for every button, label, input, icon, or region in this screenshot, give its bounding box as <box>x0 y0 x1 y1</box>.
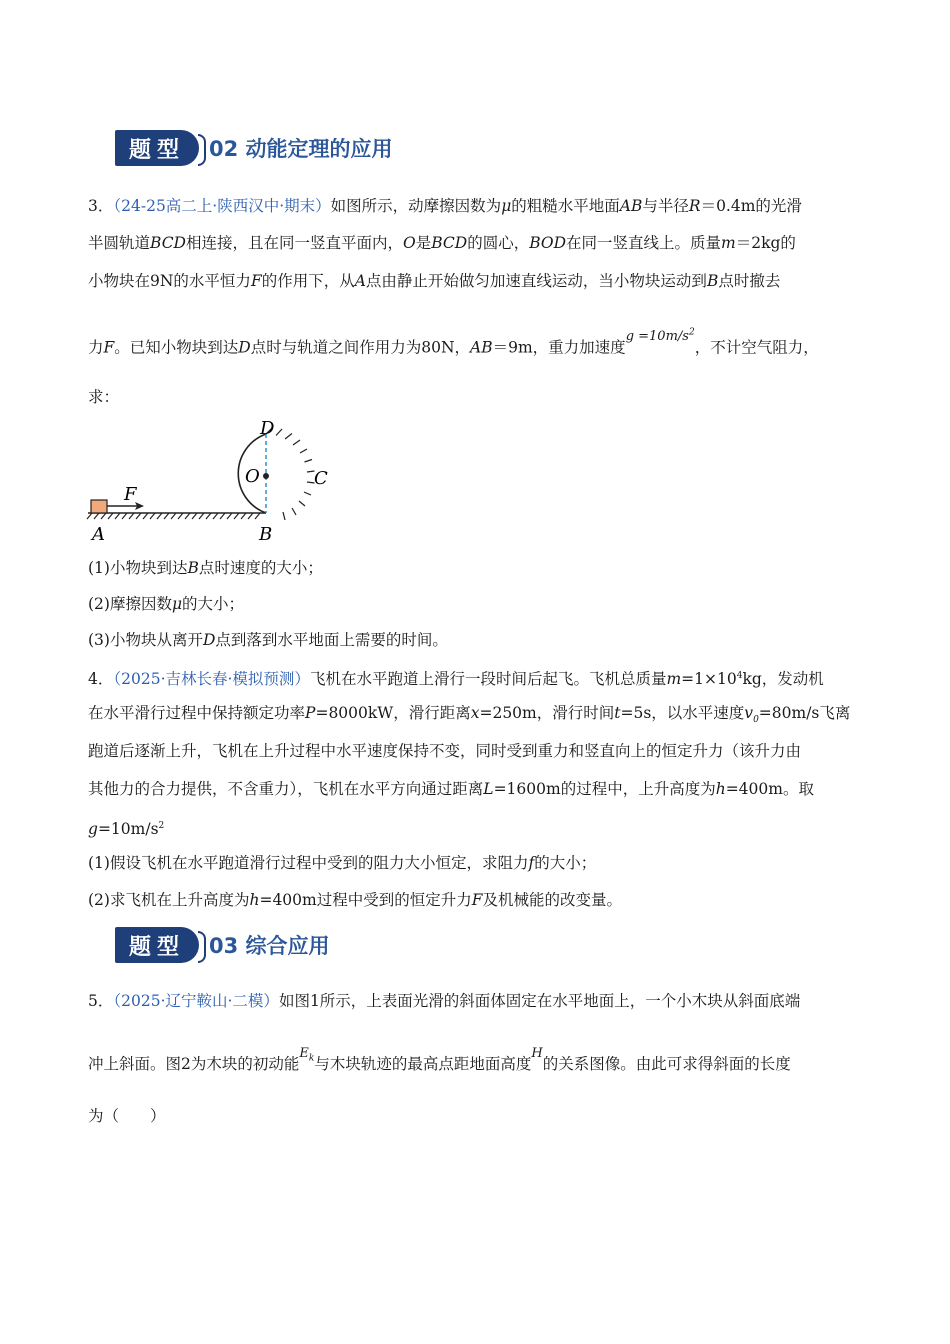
section-header-03 <box>115 926 330 964</box>
q4-line-1: 4．（2025·吉林长春·模拟预测）飞机在水平跑道上滑行一段时间后起飞。飞机总质量$m=1\times 10^4kg$，发动机 <box>88 670 824 689</box>
q4-line-5: $g=10m/s^2$ <box>88 820 165 839</box>
gravity-formula: g =10m/s2 <box>625 328 695 345</box>
q4-line-2: 在水平滑行过程中保持额定功率P=8000kW，滑行距离x=250m，滑行时间t=5s，以水平速度$v_0=80m/s$飞离 <box>88 704 851 726</box>
question-source[interactable]: （2025·吉林长春·模拟预测） <box>113 670 310 689</box>
label-B: B <box>259 524 273 545</box>
q4-subquestion-1: (1)假设飞机在水平跑道滑行过程中受到的阻力大小恒定，求阻力f的大小； <box>88 854 597 872</box>
question-source[interactable]: （24-25高二上·陕西汉中·期末） <box>113 197 331 215</box>
track-figure <box>86 414 346 546</box>
section-title: 03 综合应用 <box>209 934 330 958</box>
q3-subquestion-1: (1)小物块到达B点时速度的大小； <box>88 559 323 577</box>
label-D: D <box>260 418 275 439</box>
label-F: F <box>124 484 137 505</box>
q3-subquestion-3: (3)小物块从离开D点到落到水平地面上需要的时间。 <box>88 631 448 649</box>
q3-line-4: 力F。已知小物块到达D点时与轨道之间作用力为80N，AB＝9m，重力加速度$^{g =10m/s^2}$，不计空气阻力， <box>88 328 819 357</box>
label-O: O <box>245 466 260 487</box>
section-header-02 <box>115 129 393 167</box>
question-source[interactable]: （2025·辽宁鞍山·二模） <box>113 992 279 1010</box>
height-symbol: H <box>531 1046 543 1061</box>
q4-line-4: 其他力的合力提供，不含重力），飞机在水平方向通过距离L=1600m的过程中，上升高度为h=400m。取 <box>88 780 814 798</box>
q5-line-2: 冲上斜面。图2为木块的初动能$^{E_k}$与木块轨迹的最高点距地面高度$^H$的关系图像。由此可求得斜面的长度 <box>88 1046 791 1073</box>
label-A: A <box>92 524 105 545</box>
track-hatch <box>266 428 315 520</box>
q3-line-1: 3．（24-25高二上·陕西汉中·期末）如图所示，动摩擦因数为μ的粗糙水平地面AB与半径R＝0.4m的光滑 <box>88 197 802 215</box>
q3-line-5: 求： <box>88 388 120 406</box>
section-badge: 题型 <box>115 130 199 166</box>
label-C: C <box>314 468 328 489</box>
q3-line-2: 半圆轨道BCD相连接，且在同一竖直平面内，O是BCD的圆心，BOD在同一竖直线上。质量m＝2kg的 <box>88 234 796 252</box>
q4-subquestion-2: (2)求飞机在上升高度为h=400m过程中受到的恒定升力F及机械能的改变量。 <box>88 891 623 909</box>
q5-line-1: 5．（2025·辽宁鞍山·二模）如图1所示，上表面光滑的斜面体固定在水平地面上，一个小木块从斜面底端 <box>88 992 801 1010</box>
block <box>91 500 107 513</box>
center-dot <box>263 473 269 479</box>
kinetic-energy-symbol: Ek <box>299 1046 315 1064</box>
ground-hatch <box>87 513 260 519</box>
q3-line-3: 小物块在9N的水平恒力F的作用下，从A点由静止开始做匀加速直线运动，当小物块运动到B点时撤去 <box>88 272 781 290</box>
q5-line-3: 为（ ） <box>88 1107 166 1125</box>
section-title: 02 动能定理的应用 <box>209 137 393 161</box>
section-badge: 题型 <box>115 927 199 963</box>
q3-subquestion-2: (2)摩擦因数μ的大小； <box>88 595 245 613</box>
q4-line-3: 跑道后逐渐上升，飞机在上升过程中水平速度保持不变，同时受到重力和竖直向上的恒定升力（该升力由 <box>88 742 802 760</box>
